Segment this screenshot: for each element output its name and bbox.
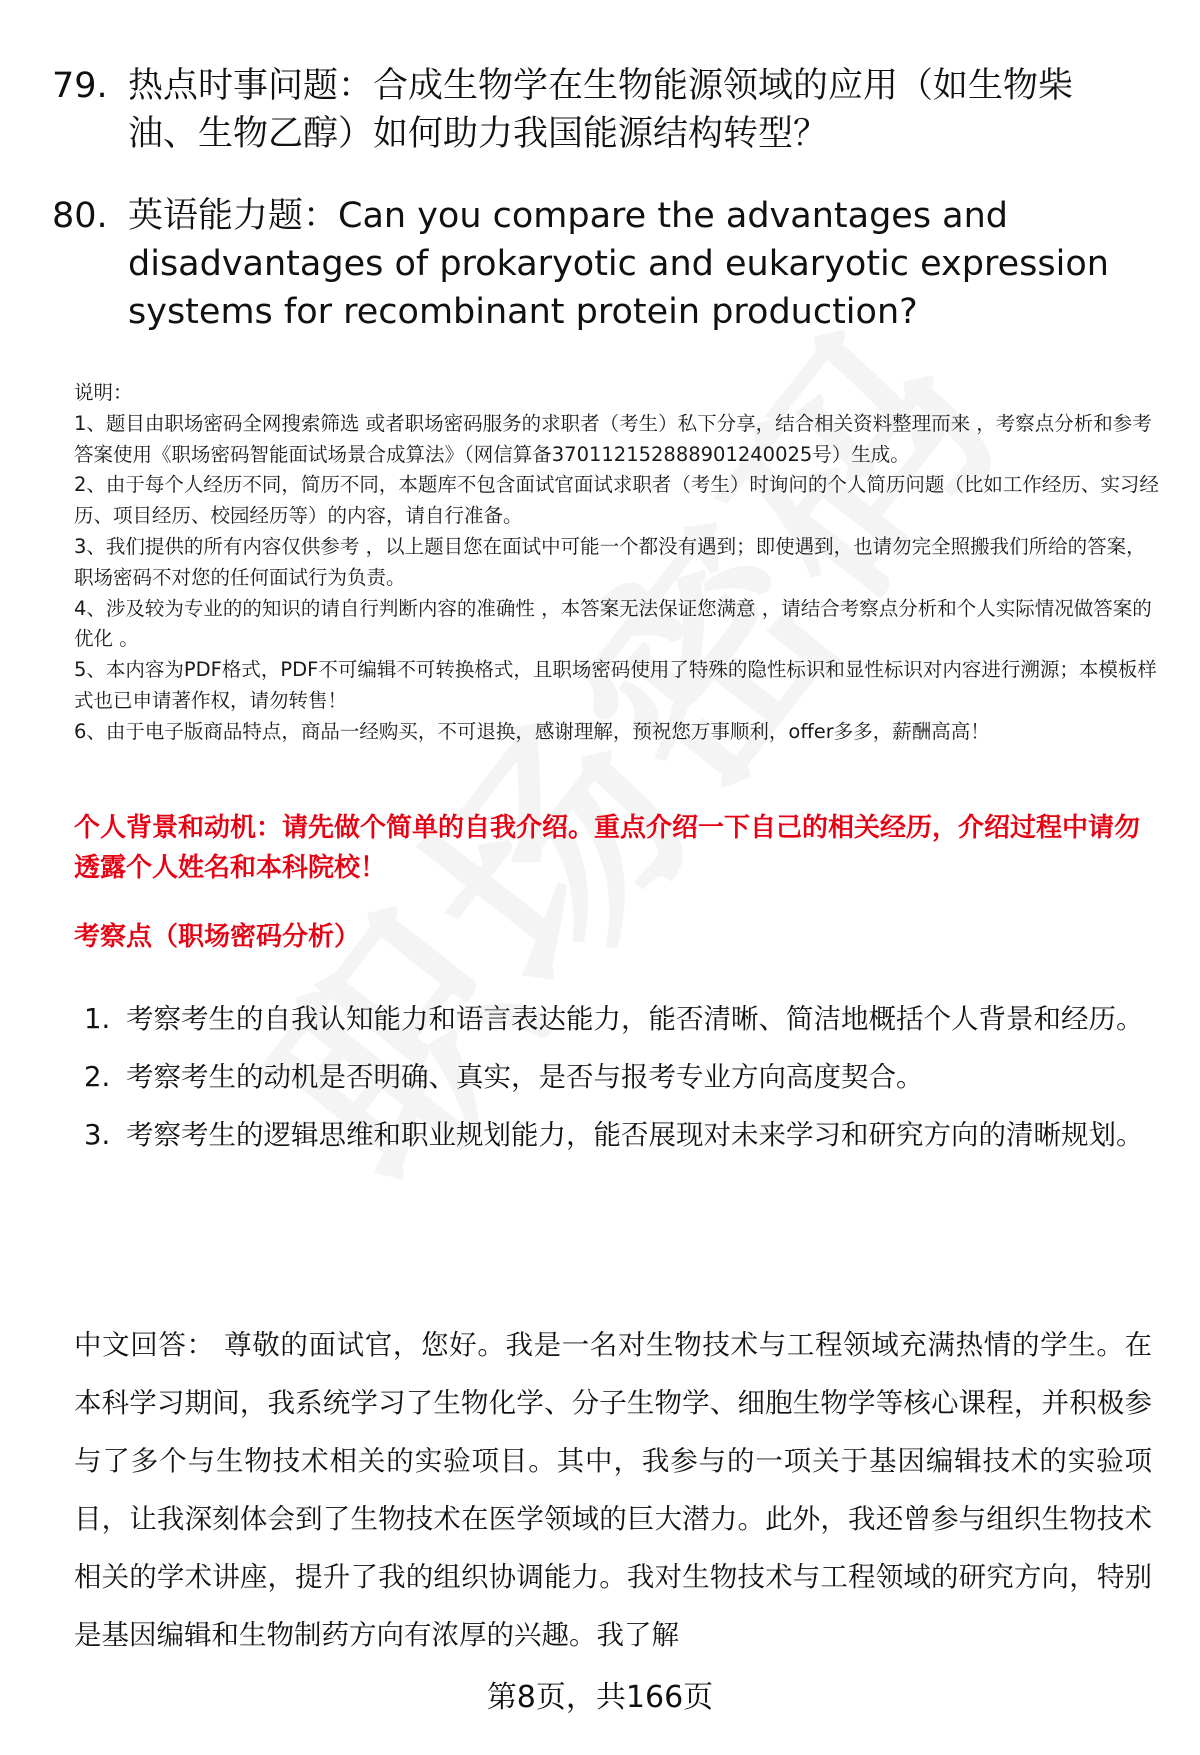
question-80: [52, 192, 1132, 336]
question-number: 80.: [52, 196, 108, 236]
note-item: 1、题目由职场密码全网搜索筛选 或者职场密码服务的求职者（考生）私下分享，结合相关资料整理而来 ，考察点分析和参考答案使用《职场密码智能面试场景合成算法》（网信算备370112152888901240025号）生成。: [74, 411, 1152, 466]
point-number: 2.: [84, 1061, 111, 1093]
note-item: 4、涉及较为专业的的知识的请自行判断内容的准确性 ，本答案无法保证您满意 ，请结合考察点分析和个人实际情况做答案的优化 。: [74, 596, 1152, 651]
notes-section: [74, 378, 1164, 748]
analysis-points-list: [84, 990, 1154, 1164]
question-text: 热点时事问题：合成生物学在生物能源领域的应用（如生物柴油、生物乙醇）如何助力我国能源结构转型？: [128, 66, 1074, 154]
list-item: [84, 1048, 1154, 1106]
list-item: [84, 1106, 1154, 1164]
note-item: 5、本内容为PDF格式，PDF不可编辑不可转换格式，且职场密码使用了特殊的隐性标识和显性标识对内容进行溯源；本模板样式也已申请著作权，请勿转售！: [74, 658, 1157, 712]
point-text: 考察考生的动机是否明确、真实，是否与报考专业方向高度契合。: [126, 1061, 924, 1093]
notes-title: 说明：: [74, 381, 133, 404]
section-heading: 个人背景和动机：请先做个简单的自我介绍。重点介绍一下自己的相关经历，介绍过程中请勿透露个人姓名和本科院校！: [74, 813, 1141, 883]
answer-text: 尊敬的面试官，您好。我是一名对生物技术与工程领域充满热情的学生。在本科学习期间，我系统学习了生物化学、分子生物学、细胞生物学等核心课程，并积极参与了多个与生物技术相关的实验项目。其中，我参与的一项关于基因编辑技术的实验项目，让我深刻体会到了生物技术在医学领域的巨大潜力。此外，我还曾参与组织生物技术相关的学术讲座，提升了我的组织协调能力。我对生物技术与工程领域的研究方向，特别是基因编辑和生物制药方向有浓厚的兴趣。我了解: [74, 1329, 1153, 1651]
list-item: [84, 990, 1154, 1048]
question-79: [52, 62, 1132, 158]
answer-paragraph: [74, 1316, 1152, 1664]
question-number: 79.: [52, 66, 108, 106]
answer-label: 中文回答：: [74, 1329, 215, 1361]
note-item: 2、由于每个人经历不同，简历不同，本题库不包含面试官面试求职者（考生）时询问的个人简历问题（比如工作经历、实习经历、项目经历、校园经历等）的内容，请自行准备。: [74, 473, 1159, 528]
point-number: 1.: [84, 1003, 111, 1035]
point-text: 考察考生的逻辑思维和职业规划能力，能否展现对未来学习和研究方向的清晰规划。: [126, 1119, 1144, 1151]
point-text: 考察考生的自我认知能力和语言表达能力，能否清晰、简洁地概括个人背景和经历。: [126, 1003, 1144, 1035]
page-footer: 第8页，共166页: [486, 1680, 714, 1715]
note-item: 3、我们提供的所有内容仅供参考 ，以上题目您在面试中可能一个都没有遇到；即使遇到，也请勿完全照搬我们所给的答案，职场密码不对您的任何面试行为负责。: [74, 534, 1146, 589]
point-number: 3.: [84, 1119, 111, 1151]
note-item: 6、由于电子版商品特点，商品一经购买，不可退换，感谢理解，预祝您万事顺利，offer多多，薪酬高高！: [74, 719, 990, 743]
question-text: 英语能力题：Can you compare the advantages and disadvantages of prokaryotic and eukaryotic expression systems for recombinant protein production?: [128, 196, 1109, 332]
analysis-heading: 考察点（职场密码分析）: [74, 922, 361, 952]
